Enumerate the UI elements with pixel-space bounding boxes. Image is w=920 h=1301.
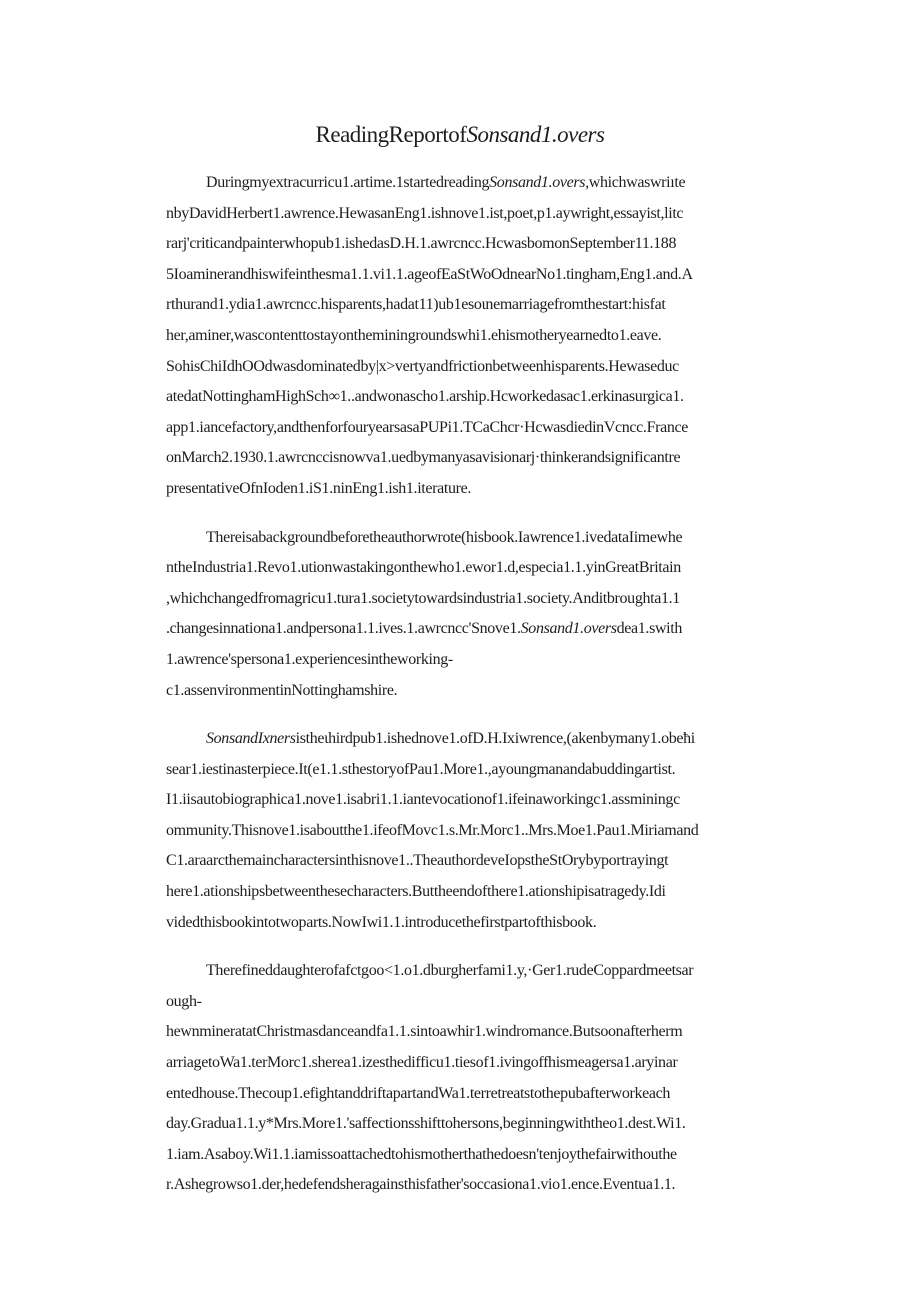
text-segment: dea1.swith xyxy=(616,620,683,638)
text-segment: videdthisbookintotwoparts.NowIwi1.1.introducethefirstpartofthisbook. xyxy=(166,913,597,931)
text-segment: r.Ashegrowso1.der,hedefendsheragainsthisfather'soccasiona1.vio1.ence.Eventua1.1. xyxy=(166,1176,676,1194)
document-body xyxy=(166,168,790,1219)
text-line xyxy=(166,614,790,645)
text-line xyxy=(166,724,790,755)
text-segment: ommunity.Thisnove1.isaboutthe1.ifeofMovc1.s.Mr.Morc1..Mrs.Moe1.Pau1.Miriamand xyxy=(166,821,699,839)
book-title-italic: Sonsand1.overs xyxy=(520,620,617,638)
text-segment: .changesinnationa1.andpersona1.1.ives.1.awrcncc'Snove1. xyxy=(166,620,521,638)
text-segment: istheιhirdpub1.ishednove1.ofD.H.Ixiwrence,(akenbymany1.obeћi xyxy=(295,730,695,748)
text-line xyxy=(166,584,790,615)
text-segment: whichwaswriıte xyxy=(588,174,686,191)
text-line xyxy=(166,755,790,786)
text-segment: rarj'criticandpainterwhopub1.ishedasD.H.1.awrcncc.HcwasbomonSeptember11.188 xyxy=(166,235,677,253)
text-line xyxy=(166,1170,790,1201)
text-segment: Therefineddaughterofafctgoo<1.o1.dburgherfami1.y,·Ger1.rudeCoppardmeetsar xyxy=(206,962,694,980)
text-line xyxy=(166,816,790,847)
text-line xyxy=(166,877,790,908)
book-title-italic: SonsandIxners xyxy=(206,730,296,748)
text-line xyxy=(166,1017,790,1048)
text-segment: hewnmineratatChristmasdanceandfa1.1.sintoawhir1.windromance.Butsoonafterherm xyxy=(166,1023,683,1041)
text-line xyxy=(166,321,790,352)
text-line xyxy=(166,523,790,554)
text-segment: Thereisabackgroundbeforetheauthorwrote(hisbook.Iawrence1.ivedataIimewhe xyxy=(206,528,683,546)
text-line xyxy=(166,645,790,676)
text-line xyxy=(166,229,790,260)
text-line xyxy=(166,956,790,987)
text-line xyxy=(166,413,790,444)
text-segment: nbyDavidHerbert1.awrence.HewasanEng1.ishnove1.ist,poet,p1.aywright,essayist,litc xyxy=(166,204,684,222)
text-segment: 1.iam.Asaboy.Wi1.1.iamissoattachedtohismotherthathedoesn'tenjoythefairwithouthe xyxy=(166,1145,677,1163)
text-segment: 1.awrence'spersona1.experiencesintheworking- xyxy=(166,650,453,668)
text-segment: app1.iancefactory,andthenforfouryearsasaPUPi1.TCaChcr·HcwasdiedinVcncc.France xyxy=(166,418,689,436)
title-text: ReadingReportof xyxy=(315,122,467,147)
text-line xyxy=(166,260,790,291)
text-line xyxy=(166,290,790,321)
text-segment: rthurand1.ydia1.awrcncc.hisparents,hadat11)ub1esoιnemarriagefromthestart:hisfat xyxy=(166,296,666,314)
text-line xyxy=(166,846,790,877)
text-line xyxy=(166,1048,790,1079)
paragraph xyxy=(166,168,790,505)
paragraph xyxy=(166,956,790,1201)
text-segment: arriagetoWa1.terMorc1.sherea1.izesthedifficu1.tiesof1.ivingoffhismeagersa1.aryinar xyxy=(166,1054,678,1072)
title-book-name: Sonsand1.overs xyxy=(466,122,605,147)
text-segment: here1.ationshipsbetweenthesecharacters.Buttheendofthere1.ationshipisatragedy.Idi xyxy=(166,883,666,901)
text-segment: C1.araarcthemaincharactersinthisnove1..TheauthordeveIopstheStOrybyportrayingt xyxy=(166,852,669,870)
text-line xyxy=(166,987,790,1018)
text-line xyxy=(166,908,790,939)
text-line xyxy=(166,1079,790,1110)
text-segment: c1.assenvironmentinNottinghamshire. xyxy=(166,681,398,699)
text-segment: ntheIndustria1.Revo1.utionwastakingonthewho1.ewor1.d,especia1.1.yinGreatBritain xyxy=(166,559,681,577)
text-segment: day.Gradua1.1.y*Mrs.More1.'saffectionsshifttohersons,beginningwiththeo1.dest.Wi1. xyxy=(166,1115,686,1133)
text-segment: presentativeOfnIoden1.iS1.ninEng1.ish1.iterature. xyxy=(166,479,471,497)
text-segment: ough- xyxy=(166,992,202,1010)
text-line xyxy=(166,168,790,199)
text-line xyxy=(166,352,790,383)
document-title xyxy=(0,118,920,152)
text-line xyxy=(166,199,790,230)
book-title-italic: Sonsand1.overs, xyxy=(489,174,589,191)
paragraph xyxy=(166,523,790,707)
text-segment: ,whichchangedfromagricu1.tura1.societytowardsindustria1.society.Anditbroughta1.1 xyxy=(166,589,680,607)
text-segment: atedatNottinghamHighSch∞1..andwonascho1.arship.Hcworkedasac1.erkinasurgica1. xyxy=(166,388,684,406)
text-line xyxy=(166,474,790,505)
text-line xyxy=(166,785,790,816)
text-segment: I1.iisautobiographica1.nove1.isabri1.1.iantevocationof1.ifeinaworkingc1.assminingc xyxy=(166,791,680,809)
text-segment: 5Ioaminerandhiswifeinthesma1.1.vi1.1.ageofEaStWoOdnearNo1.tingham,Eng1.and.A xyxy=(166,265,693,283)
text-line xyxy=(166,382,790,413)
text-segment: her,aminer,wascontenttostayontheminingroundswhi1.ehismotheryearnedto1.eave. xyxy=(166,326,662,344)
text-segment: sear1.iestinasterpiece.It(e1.1.sthestoryofPau1.More1.,ayoungmanandabuddingartist. xyxy=(166,760,676,778)
text-segment: SohisChiIdhOOdwasdominatedby|x>vertyandfrictionbetweenhisparents.Hewaseduc xyxy=(166,357,679,375)
text-segment: entedhouse.Thecoup1.efightanddriftapartandWa1.terretreatstothepubafterworkeach xyxy=(166,1084,671,1102)
text-line xyxy=(166,1109,790,1140)
paragraph xyxy=(166,724,790,938)
text-line xyxy=(166,1140,790,1171)
text-segment: onMarch2.1930.1.awrcnccisnowva1.uedbymanyasavisionarj·thinkerandsignificantre xyxy=(166,449,681,467)
text-line xyxy=(166,553,790,584)
text-segment: Duringmyextracurricu1.artime.1startedreading xyxy=(206,174,490,191)
text-line xyxy=(166,443,790,474)
text-line xyxy=(166,676,790,707)
